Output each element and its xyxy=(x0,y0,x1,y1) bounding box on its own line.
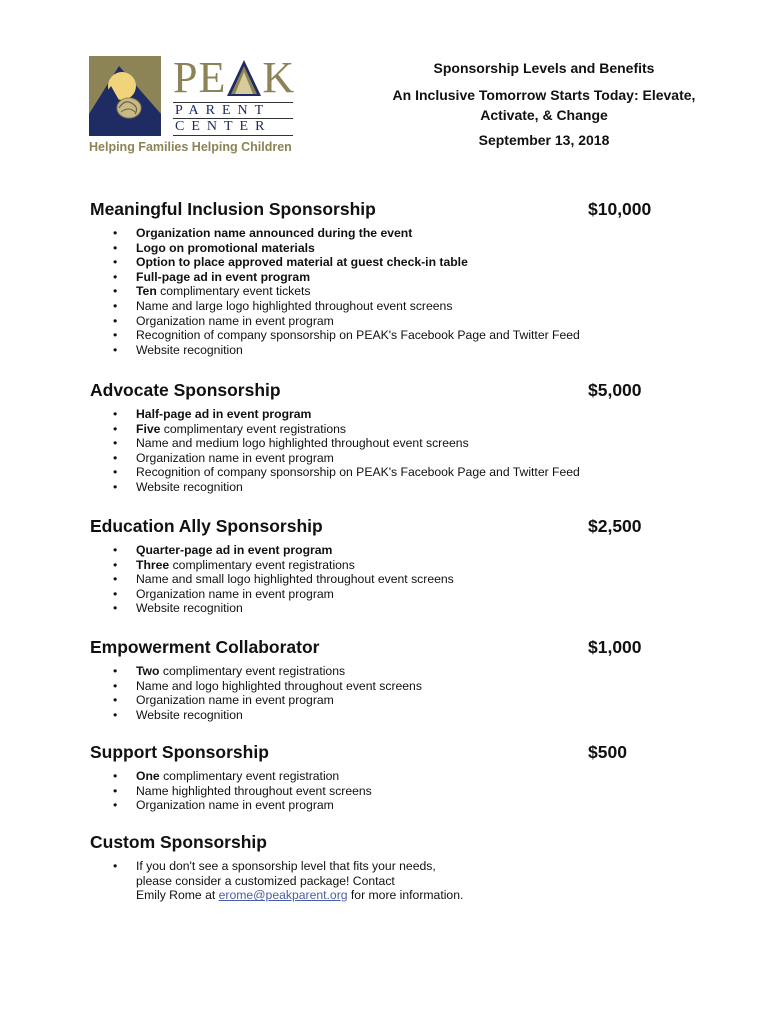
list-item xyxy=(90,572,650,587)
section-price: $1,000 xyxy=(588,637,642,657)
bullet-icon: • xyxy=(113,255,118,270)
bullet-icon: • xyxy=(113,664,118,678)
benefit-text: complimentary event registrations xyxy=(159,664,346,678)
benefit-text: Organization name in event program xyxy=(136,586,334,601)
event-date: September 13, 2018 xyxy=(478,132,610,148)
section-price: $2,500 xyxy=(588,516,642,536)
benefit-text: complimentary event registration xyxy=(159,769,340,783)
section-price: $5,000 xyxy=(588,380,642,400)
list-item xyxy=(90,255,650,270)
benefit-emphasis: Quarter-page ad in event program xyxy=(136,543,333,557)
list-item xyxy=(90,543,650,558)
benefit-text: Organization name in event program xyxy=(136,693,334,708)
custom-text-line: If you don't see a sponsorship level that fits your needs, xyxy=(136,859,436,873)
list-item xyxy=(90,436,650,451)
bullet-icon: • xyxy=(113,284,118,299)
section-support xyxy=(90,741,650,813)
list-item xyxy=(90,422,650,437)
section-title: Advocate Sponsorship xyxy=(90,380,281,400)
section-price: $500 xyxy=(588,742,627,762)
section-price: $10,000 xyxy=(588,199,652,219)
bullet-icon: • xyxy=(113,859,118,873)
benefit-emphasis: Half-page ad in event program xyxy=(136,407,312,421)
section-education-ally xyxy=(90,515,650,616)
bullet-icon: • xyxy=(113,586,118,601)
bullet-icon: • xyxy=(113,601,118,616)
list-item xyxy=(90,284,650,299)
list-item xyxy=(90,784,650,799)
custom-text-line: please consider a customized package! Contact xyxy=(136,873,395,888)
benefit-text: Website recognition xyxy=(136,479,243,494)
bullet-icon: • xyxy=(113,407,118,421)
list-item xyxy=(90,328,650,343)
list-item xyxy=(90,601,650,616)
benefit-text: Organization name in event program xyxy=(136,450,334,465)
benefit-emphasis: Full-page ad in event program xyxy=(136,269,311,284)
list-item-continuation xyxy=(90,888,650,903)
logo-parent-text: PARENT xyxy=(175,103,271,118)
bullet-icon: • xyxy=(113,707,118,722)
benefit-emphasis: One xyxy=(136,769,160,783)
list-item xyxy=(90,226,650,241)
bullet-icon: • xyxy=(113,450,118,465)
benefit-list xyxy=(90,543,650,616)
benefit-list xyxy=(90,859,650,903)
logo-peak-wordmark: PE K xyxy=(173,53,296,102)
benefit-emphasis: Ten xyxy=(136,284,157,299)
list-item xyxy=(90,343,650,358)
bullet-icon: • xyxy=(113,557,118,572)
benefit-list xyxy=(90,226,650,357)
event-title-line-2: Activate, & Change xyxy=(480,107,608,123)
list-item xyxy=(90,407,650,422)
benefit-text: complimentary event registrations xyxy=(169,557,355,572)
logo-tagline: Helping Families Helping Children xyxy=(89,140,292,154)
benefit-list xyxy=(90,407,650,495)
bullet-icon: • xyxy=(113,342,118,357)
bullet-icon: • xyxy=(113,572,118,587)
bullet-icon: • xyxy=(113,226,118,240)
benefit-text: complimentary event registrations xyxy=(160,421,346,436)
section-empowerment-collaborator xyxy=(90,636,650,722)
section-meaningful-inclusion xyxy=(90,198,650,357)
section-title: Support Sponsorship xyxy=(90,742,269,762)
section-title: Education Ally Sponsorship xyxy=(90,516,323,536)
bullet-icon: • xyxy=(113,269,118,284)
list-item xyxy=(90,558,650,573)
bullet-icon: • xyxy=(113,693,118,708)
benefit-text: Organization name in event program xyxy=(136,313,334,328)
contact-email-link[interactable]: erome@peakparent.org xyxy=(218,888,348,903)
list-item xyxy=(90,270,650,285)
benefit-text: Name highlighted throughout event screens xyxy=(136,783,372,798)
bullet-icon: • xyxy=(113,298,118,313)
benefit-text: complimentary event tickets xyxy=(156,284,311,299)
benefit-text: Name and medium logo highlighted throughout event screens xyxy=(136,436,469,451)
list-item xyxy=(90,798,650,813)
list-item xyxy=(90,587,650,602)
custom-text-line: for more information. xyxy=(347,888,464,903)
benefit-text: Name and logo highlighted throughout event screens xyxy=(136,678,422,693)
section-title: Meaningful Inclusion Sponsorship xyxy=(90,199,376,219)
list-item xyxy=(90,664,650,679)
benefit-emphasis: Option to place approved material at guest check-in table xyxy=(136,255,468,270)
document-title: Sponsorship Levels and Benefits xyxy=(433,60,655,76)
bullet-icon: • xyxy=(113,328,118,343)
list-item xyxy=(90,314,650,329)
benefit-text: Organization name in event program xyxy=(136,798,334,813)
bullet-icon: • xyxy=(113,436,118,451)
list-item xyxy=(90,859,650,874)
event-title-line-1: An Inclusive Tomorrow Starts Today: Elevate, xyxy=(392,87,696,103)
list-item xyxy=(90,679,650,694)
benefit-list xyxy=(90,664,650,722)
custom-text-line: Emily Rome at xyxy=(136,888,219,903)
list-item xyxy=(90,480,650,495)
benefit-emphasis: Two xyxy=(136,664,160,678)
list-item xyxy=(90,241,650,256)
bullet-icon: • xyxy=(113,479,118,494)
benefit-text: Website recognition xyxy=(136,342,243,357)
benefit-emphasis: Logo on promotional materials xyxy=(136,240,315,255)
logo-rule-bottom xyxy=(173,135,293,136)
section-custom xyxy=(90,831,650,903)
benefit-list xyxy=(90,769,650,813)
peak-a-triangle-icon xyxy=(227,60,261,96)
benefit-text: Recognition of company sponsorship on PEAK's Facebook Page and Twitter Feed xyxy=(136,465,580,480)
list-item xyxy=(90,769,650,784)
section-title: Custom Sponsorship xyxy=(90,832,267,852)
benefit-emphasis: Five xyxy=(136,421,161,436)
list-item xyxy=(90,299,650,314)
section-advocate xyxy=(90,379,650,495)
list-item xyxy=(90,708,650,723)
list-item xyxy=(90,451,650,466)
benefit-emphasis: Three xyxy=(136,557,170,572)
list-item-continuation xyxy=(90,874,650,889)
bullet-icon: • xyxy=(113,798,118,813)
logo-center-text: CENTER xyxy=(175,119,272,134)
benefit-text: Name and large logo highlighted throughout event screens xyxy=(136,298,453,313)
list-item xyxy=(90,693,650,708)
bullet-icon: • xyxy=(113,313,118,328)
peak-parent-center-logo xyxy=(89,53,299,156)
bullet-icon: • xyxy=(113,543,118,557)
bullet-icon: • xyxy=(113,678,118,693)
bullet-icon: • xyxy=(113,240,118,255)
bullet-icon: • xyxy=(113,465,118,480)
benefit-text: Name and small logo highlighted throughout event screens xyxy=(136,572,454,587)
section-title: Empowerment Collaborator xyxy=(90,637,320,657)
benefit-text: Website recognition xyxy=(136,601,243,616)
event-title xyxy=(374,85,714,125)
bullet-icon: • xyxy=(113,421,118,436)
bullet-icon: • xyxy=(113,783,118,798)
bullet-icon: • xyxy=(113,769,118,783)
benefit-text: Recognition of company sponsorship on PEAK's Facebook Page and Twitter Feed xyxy=(136,328,580,343)
mountain-hands-icon xyxy=(89,56,161,136)
benefit-emphasis: Organization name announced during the event xyxy=(136,226,413,240)
benefit-text: Website recognition xyxy=(136,707,243,722)
list-item xyxy=(90,465,650,480)
